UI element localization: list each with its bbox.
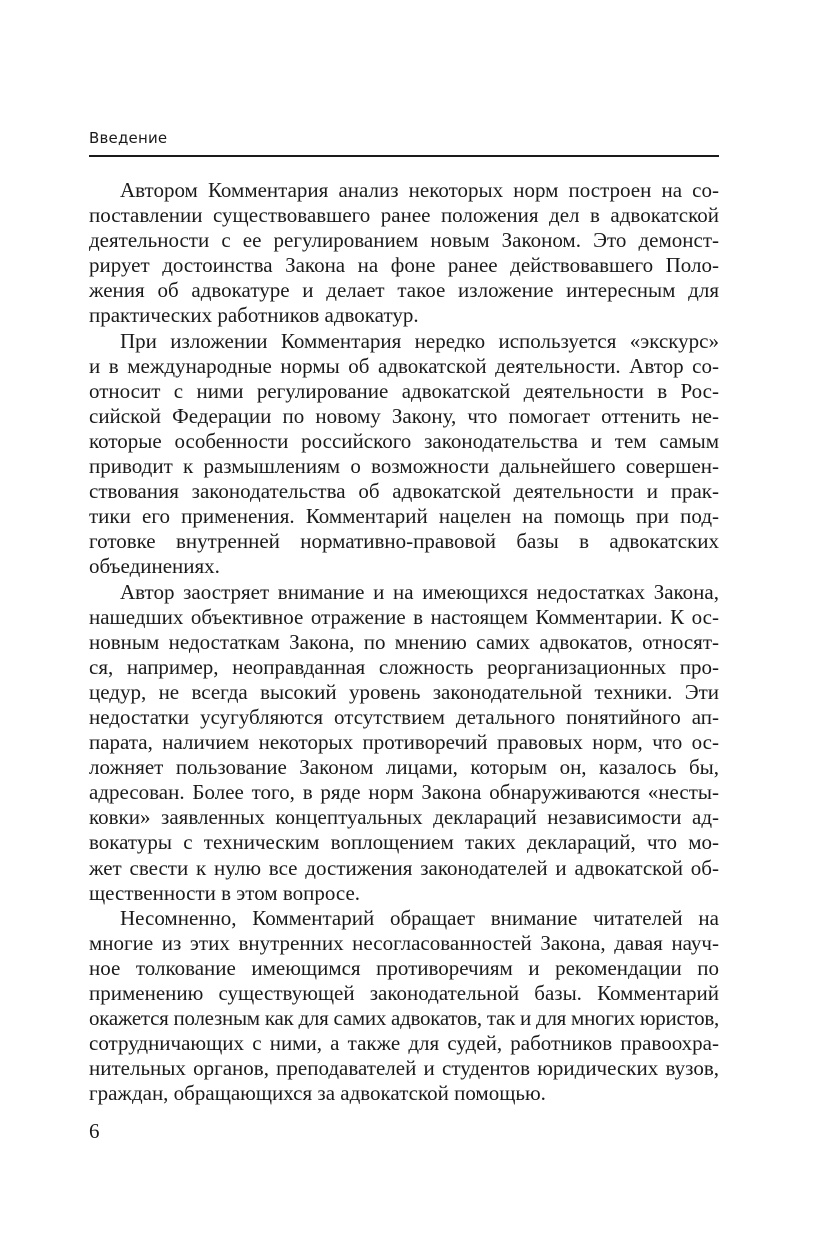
text-line: сийской Федерации по новому Закону, что помогает оттенить не- <box>89 403 719 428</box>
text-line: тики его применения. Комментарий нацелен на помощь при под- <box>89 504 719 529</box>
text-line: жения об адвокатуре и делает такое изложение интересным для <box>89 278 719 303</box>
text-line: сотрудничающих с ними, а также для судей, работников правоохра- <box>89 1031 719 1056</box>
text-line: ное толкование имеющимся противоречиям и рекомендации по <box>89 955 719 980</box>
text-line: Автор заостряет внимание и на имеющихся недостатках Закона, <box>120 579 719 604</box>
text-line: щественности в этом вопросе. <box>89 880 361 905</box>
text-line: относит с ними регулирование адвокатской деятельности в Рос- <box>89 378 719 403</box>
text-line: готовке внутренней нормативно-правовой базы в адвокатских <box>89 529 719 554</box>
page-number: 6 <box>89 1119 100 1143</box>
text-line: новным недостаткам Закона, по мнению самих адвокатов, относят- <box>89 629 719 654</box>
text-line: При изложении Комментария нередко используется «экскурс» <box>120 328 719 353</box>
text-line: применению существующей законодательной базы. Комментарий <box>89 981 719 1005</box>
text-line: окажется полезным как для самих адвокатов, так и для многих юристов, <box>89 1006 719 1031</box>
paragraph <box>89 329 719 580</box>
text-line: нашедших объективное отражение в настоящем Комментарии. К ос- <box>89 604 719 629</box>
header-rule <box>89 155 719 157</box>
text-line: адресован. Более того, в ряде норм Закона обнаруживаются «несты- <box>89 780 719 805</box>
text-line: практических работников адвокатур. <box>89 303 419 328</box>
text-line: ствования законодательства об адвокатской деятельности и прак- <box>89 479 719 504</box>
text-line: приводит к размышлениям о возможности дальнейшего совершен- <box>89 454 719 479</box>
text-line: недостатки усугубляются отсутствием детального понятийного ап- <box>89 704 719 729</box>
running-header: Введение <box>89 129 168 147</box>
text-line: поставлении существовавшего ранее положения дел в адвокатской <box>89 203 719 228</box>
paragraph <box>89 178 719 329</box>
text-line: объединениях. <box>89 554 220 579</box>
text-line: вокатуры с техническим воплощением таких деклараций, что мо- <box>89 830 719 855</box>
text-line: ковки» заявленных концептуальных деклараций независимости ад- <box>89 805 719 830</box>
text-line: Несомненно, Комментарий обращает внимание читателей на <box>120 905 719 930</box>
text-line: парата, наличием некоторых противоречий правовых норм, что ос- <box>89 730 719 755</box>
paragraph <box>89 906 719 1107</box>
text-line: Автором Комментария анализ некоторых норм построен на со- <box>120 178 719 202</box>
text-line: ся, например, неоправданная сложность реорганизационных про- <box>89 654 719 679</box>
text-line: жет свести к нулю все достижения законодателей и адвокатской об- <box>89 855 719 880</box>
text-line: рирует достоинства Закона на фоне ранее действовавшего Поло- <box>89 253 719 278</box>
text-line: нительных органов, преподавателей и студентов юридических вузов, <box>89 1056 719 1081</box>
text-line: ложняет пользование Законом лицами, которым он, казалось бы, <box>89 755 719 780</box>
text-line: и в международные нормы об адвокатской деятельности. Автор со- <box>89 353 719 378</box>
paragraph <box>89 580 719 906</box>
text-line: цедур, не всегда высокий уровень законодательной техники. Эти <box>89 679 719 704</box>
text-line: граждан, обращающихся за адвокатской помощью. <box>89 1081 546 1106</box>
text-line: деятельности с ее регулированием новым Законом. Это демонст- <box>89 228 719 253</box>
text-line: которые особенности российского законодательства и тем самым <box>89 428 719 453</box>
body-text <box>89 178 719 1106</box>
text-line: многие из этих внутренних несогласованностей Закона, давая науч- <box>89 930 719 955</box>
